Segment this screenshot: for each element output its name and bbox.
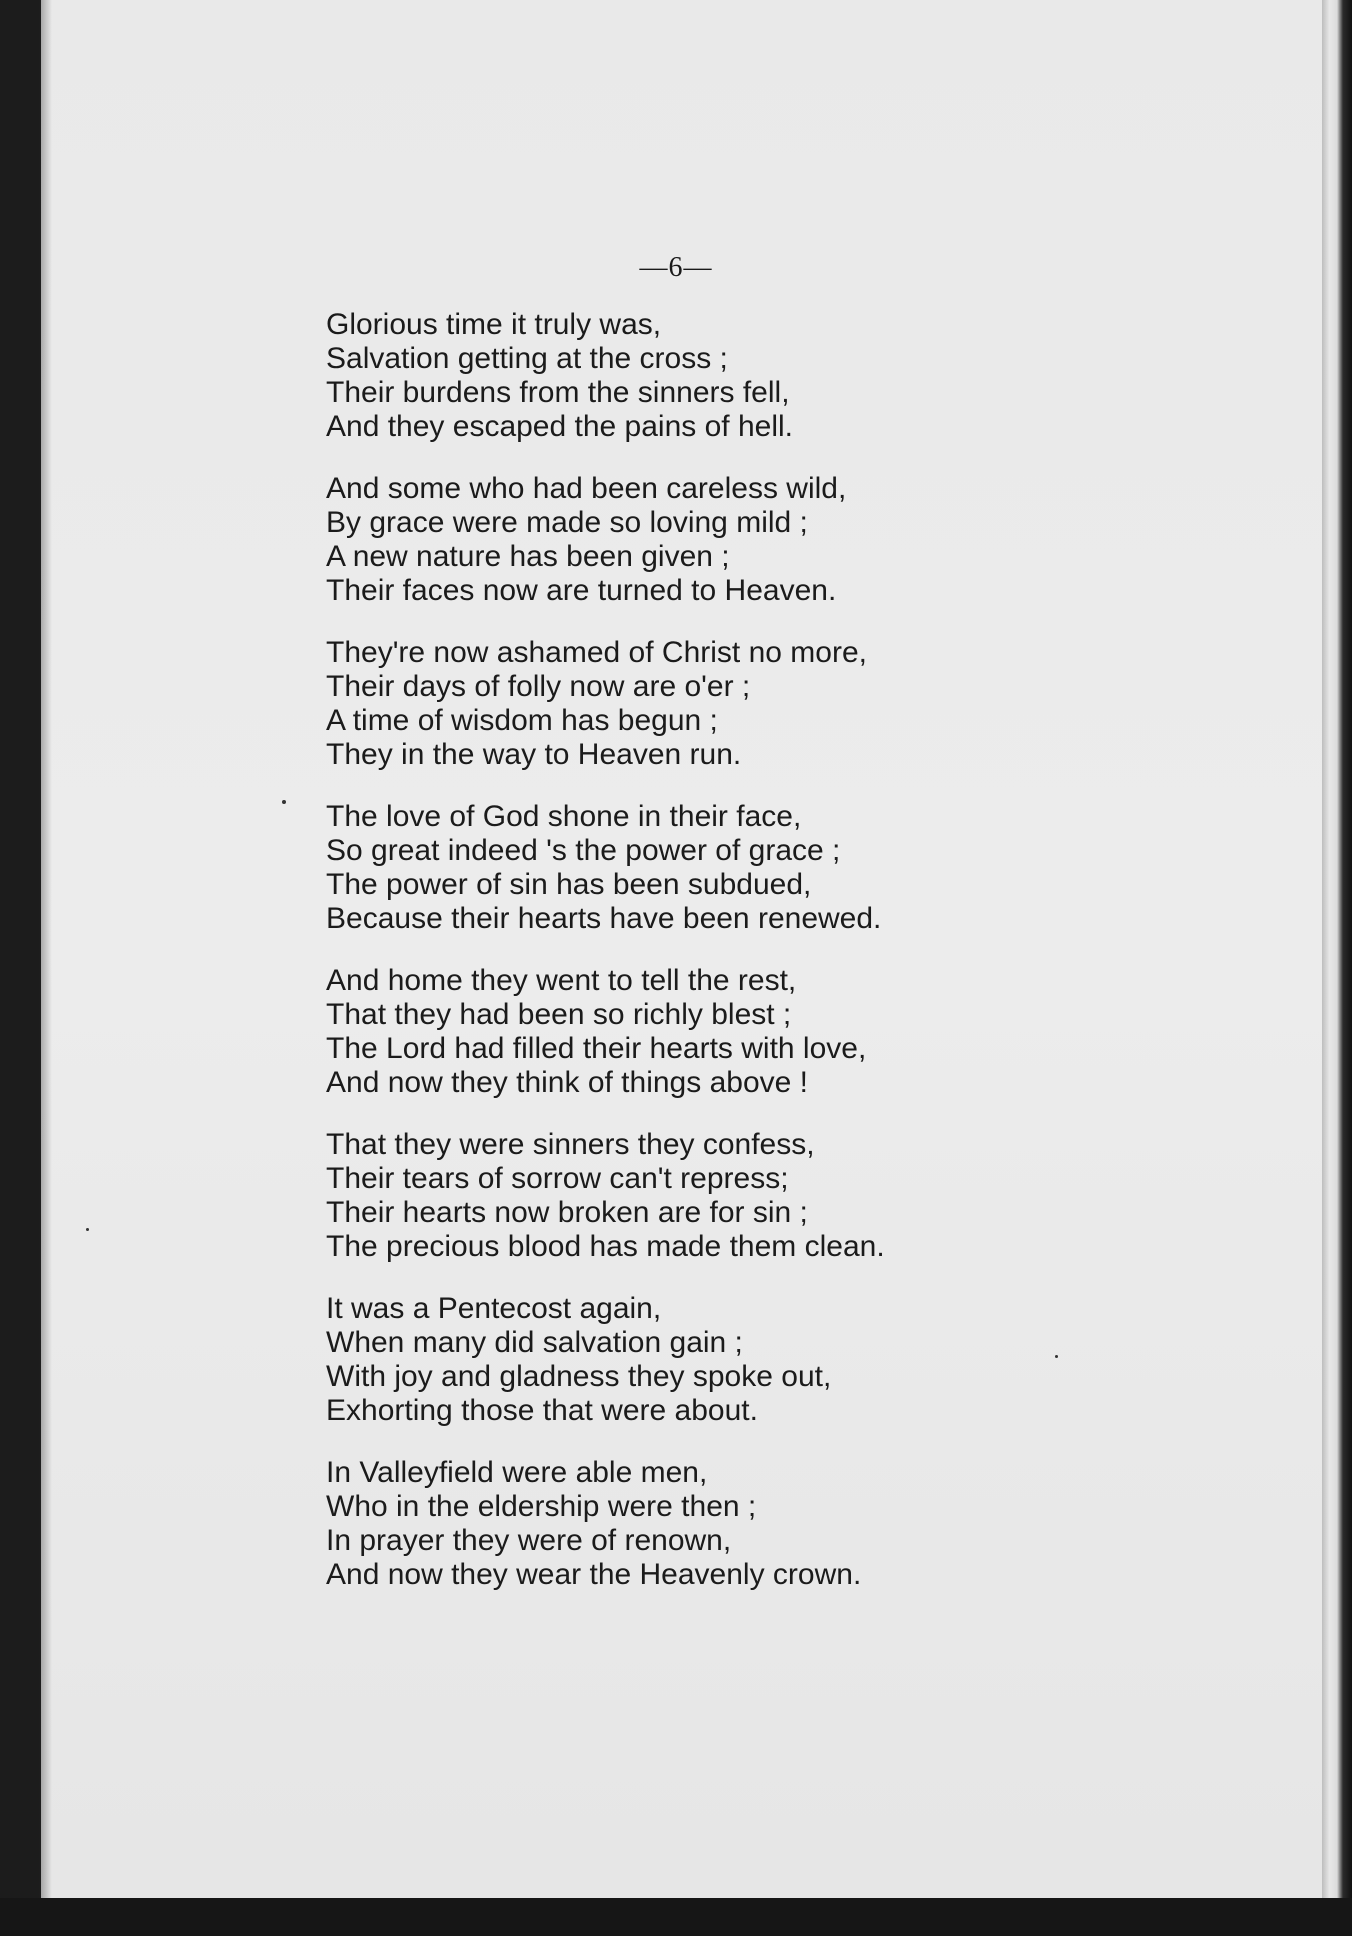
poem-line: A time of wisdom has begun ;	[326, 704, 718, 737]
poem-stanza	[326, 800, 1086, 936]
poem-line: The precious blood has made them clean.	[326, 1230, 885, 1263]
poem-stanza	[326, 1292, 1086, 1428]
poem-line: Glorious time it truly was,	[326, 308, 662, 341]
poem-line: By grace were made so loving mild ;	[326, 506, 808, 539]
poem-line: Their days of folly now are o'er ;	[326, 670, 751, 703]
poem-line: Salvation getting at the cross ;	[326, 342, 728, 375]
poem-line: The love of God shone in their face,	[326, 800, 802, 833]
poem-body	[326, 308, 1086, 1620]
poem-stanza	[326, 1128, 1086, 1264]
poem-stanza	[326, 308, 1086, 444]
poem-line: Their tears of sorrow can't repress;	[326, 1162, 789, 1195]
poem-line: The Lord had filled their hearts with love,	[326, 1032, 867, 1065]
poem-line: In prayer they were of renown,	[326, 1524, 732, 1557]
poem-line: When many did salvation gain ;	[326, 1326, 743, 1359]
page-number: —6—	[639, 252, 713, 283]
poem-stanza	[326, 636, 1086, 772]
poem-line: And now they wear the Heavenly crown.	[326, 1558, 862, 1591]
poem-line: The power of sin has been subdued,	[326, 868, 812, 901]
poem-line: And now they think of things above !	[326, 1066, 808, 1099]
ink-speck	[282, 800, 286, 804]
poem-line: Exhorting those that were about.	[326, 1394, 758, 1427]
poem-line: And some who had been careless wild,	[326, 472, 847, 505]
poem-line: A new nature has been given ;	[326, 540, 730, 573]
poem-line: Their burdens from the sinners fell,	[326, 376, 790, 409]
poem-stanza	[326, 1456, 1086, 1592]
page-right-edge	[1322, 0, 1352, 1936]
poem-line: Who in the eldership were then ;	[326, 1490, 757, 1523]
poem-stanza	[326, 472, 1086, 608]
poem-line: So great indeed 's the power of grace ;	[326, 834, 841, 867]
poem-line: And home they went to tell the rest,	[326, 964, 797, 997]
page-gutter-shadow	[38, 0, 52, 1898]
poem-line: They in the way to Heaven run.	[326, 738, 742, 771]
poem-line: In Valleyfield were able men,	[326, 1456, 708, 1489]
page-bottom-edge	[0, 1898, 1352, 1936]
poem-line: They're now ashamed of Christ no more,	[326, 636, 867, 669]
poem-line: That they were sinners they confess,	[326, 1128, 815, 1161]
poem-line: Their faces now are turned to Heaven.	[326, 574, 837, 607]
ink-speck	[86, 1228, 89, 1231]
poem-stanza	[326, 964, 1086, 1100]
poem-line: That they had been so richly blest ;	[326, 998, 792, 1031]
poem-line: Because their hearts have been renewed.	[326, 902, 882, 935]
poem-line: Their hearts now broken are for sin ;	[326, 1196, 808, 1229]
poem-line: It was a Pentecost again,	[326, 1292, 662, 1325]
poem-line: And they escaped the pains of hell.	[326, 410, 793, 443]
poem-line: With joy and gladness they spoke out,	[326, 1360, 832, 1393]
